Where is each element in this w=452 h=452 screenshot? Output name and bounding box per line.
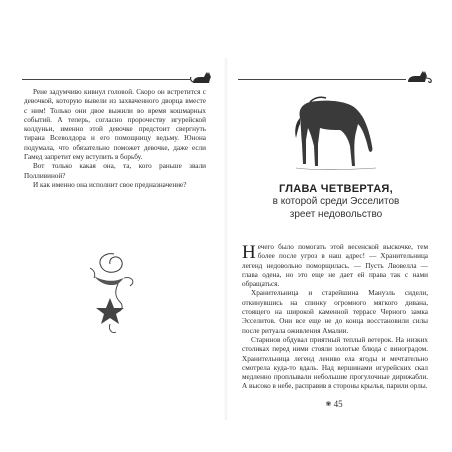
- bird-star-ornament: [84, 246, 144, 336]
- page-folio: [304, 399, 364, 409]
- right-paragraph-1-text: ечего было помогать этой весенской выскочке, тем более после угроз в наш адрес! — Хранительница легенд недовольно поморщилась. — Пусть Лвовелла — глава одена, но это еще не дает ей права так с нами обращаться.: [242, 243, 428, 289]
- grazing-horse-illustration: [292, 88, 382, 174]
- page-number: 45: [333, 399, 343, 409]
- right-paragraph-1: [242, 243, 428, 289]
- drop-cap: Н: [242, 242, 256, 263]
- right-paragraph-3: Старинов обдувал приятный теплый ветерок. На низких столиках перед ними стояли золотые блюда с виноградом. Хранительница легенд лениво ела ягоды и мечтательно смотрела куда-то вдаль. Над вершинами игурейских скал медленно проплывали небольшие прогулочные дирижабли. А высоко в небе, расправив в стороны крылья, парили орлы.: [242, 335, 428, 391]
- left-header-rule: [22, 79, 190, 80]
- left-paragraph-1: Рене задумчиво кивнул головой. Скоро он встретится с девочкой, которую вывели из захваченного дворца вместе с ним! Только они двое выжили во время кошмарных событий. А теперь, согласно пророчеству игурейской колдуньи, именно этой девочке предстоит свергнуть тирана Всеволдора и его помощницу ведьму. Юнона подумала, что обязательно поможет девочке, даже если Гамед запретит ему вступить в борьбу.: [24, 88, 206, 162]
- cat-silhouette-icon: [404, 68, 434, 84]
- left-page-text: [24, 88, 206, 190]
- right-page-text: [242, 243, 428, 392]
- paw-icon: ❀: [325, 400, 332, 408]
- chapter-title: ГЛАВА ЧЕТВЕРТАЯ,: [278, 183, 393, 195]
- left-paragraph-2: Вот только какая она, та, кого раньше звали Полливиной?: [24, 162, 206, 180]
- book-gutter: [224, 58, 228, 420]
- right-header-rule: [238, 79, 406, 80]
- right-paragraph-2: Хранительница и старейшина Мануэль сидели, откинувшись на спинку огромного мягкого дивана, стоящего на широкой каменной террасе Черного замка Эсселитов. Они все еще не до конца восстановили силы после ритуала оживления Амалии.: [242, 289, 428, 335]
- left-paragraph-3: И как именно она исполнит свое предназначение?: [33, 180, 187, 189]
- chapter-subtitle-line-1: в которой среди Эсселитов: [272, 196, 400, 207]
- chapter-heading: [238, 183, 434, 221]
- chapter-subtitle-line-2: зреет недовольство: [289, 209, 383, 220]
- cat-icon: [190, 70, 214, 84]
